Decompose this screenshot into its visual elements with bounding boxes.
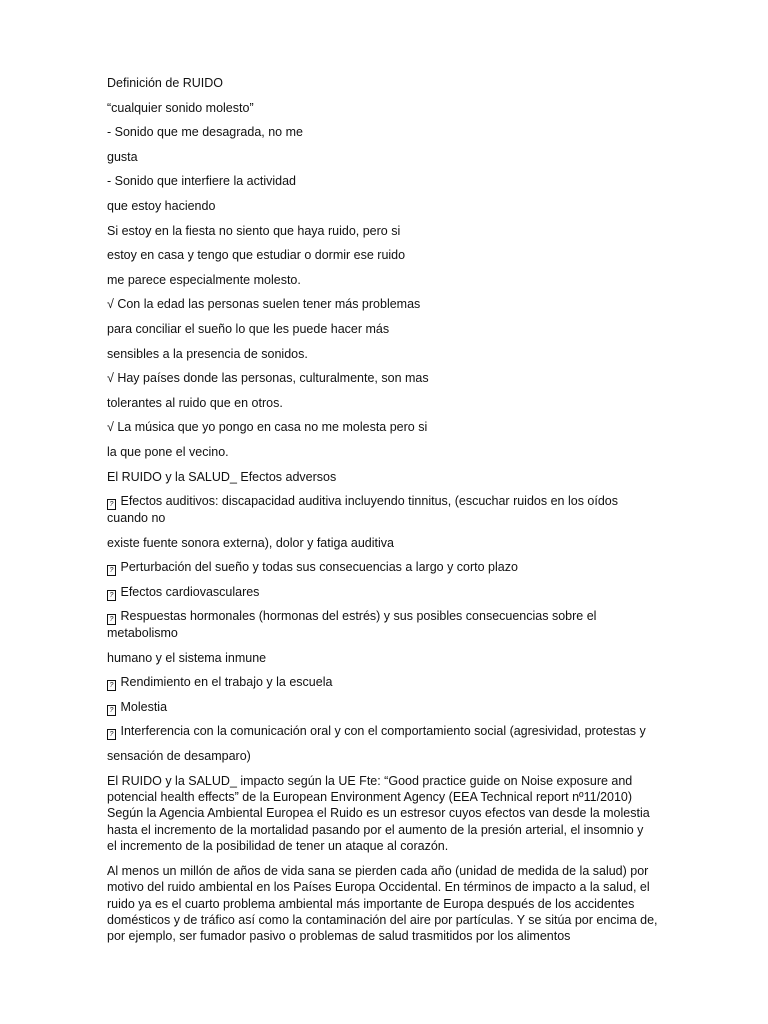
bullet-continuation: sensación de desamparo) [107, 749, 251, 764]
paragraph-line: motivo del ruido ambiental en los Países Europa Occidental. En términos de impacto a la salud, el [107, 880, 650, 895]
paragraph [107, 863, 668, 945]
missing-glyph-icon: ? [107, 705, 116, 716]
paragraph-line: el incremento de la posibilidad de tener un ataque al corazón. [107, 839, 449, 854]
bullet-text: Respuestas hormonales (hormonas del estrés) y sus posibles consecuencias sobre el [120, 609, 597, 624]
doc-line: - Sonido que interfiere la actividad [107, 174, 297, 189]
bullet-text: Rendimiento en el trabajo y la escuela [120, 675, 333, 690]
missing-glyph-icon: ? [107, 499, 116, 510]
missing-glyph-icon: ? [107, 680, 116, 691]
bullet-text: metabolismo [107, 626, 178, 641]
doc-line: tolerantes al ruido que en otros. [107, 395, 283, 410]
bullet-text: Efectos auditivos: discapacidad auditiva incluyendo tinnitus, (escuchar ruidos en los oídos [120, 494, 618, 509]
paragraph-line: El RUIDO y la SALUD_ impacto según la UE Fte: “Good practice guide on Noise exposure and [107, 773, 633, 788]
bullet-text: Molestia [120, 699, 168, 714]
missing-glyph-icon: ? [107, 614, 116, 625]
doc-line: Definición de RUIDO [107, 76, 224, 90]
bullet-item [107, 674, 668, 691]
doc-line: - Sonido que me desagrada, no me [107, 125, 303, 140]
bullet-item [107, 699, 668, 716]
doc-line: la que pone el vecino. [107, 444, 229, 459]
doc-line: gusta [107, 149, 138, 164]
missing-glyph-icon: ? [107, 565, 116, 576]
bullet-text: Interferencia con la comunicación oral y con el comportamiento social (agresividad, protestas y [120, 724, 646, 739]
doc-line: estoy en casa y tengo que estudiar o dormir ese ruido [107, 248, 406, 263]
paragraph-line: domésticos y de tráfico así como la contaminación del aire por partículas. Y se sitúa por encima de, [107, 912, 658, 927]
bullet-item [107, 559, 668, 576]
doc-line: sensibles a la presencia de sonidos. [107, 346, 308, 361]
paragraph-line: por ejemplo, ser fumador pasivo o problemas de salud trasmitidos por los alimentos [107, 929, 571, 944]
doc-line: que estoy haciendo [107, 198, 216, 213]
doc-line: √ Hay países donde las personas, culturalmente, son mas [107, 371, 429, 386]
paragraph-line: Al menos un millón de años de vida sana se pierden cada año (unidad de medida de la salud) por [107, 863, 649, 878]
doc-line: √ La música que yo pongo en casa no me molesta pero si [107, 420, 428, 435]
bullet-item [107, 608, 668, 641]
doc-line: Si estoy en la fiesta no siento que haya ruido, pero si [107, 223, 401, 238]
bullet-text: cuando no [107, 511, 166, 526]
bullet-item [107, 584, 668, 601]
bullet-item [107, 723, 668, 740]
bullet-text: Perturbación del sueño y todas sus consecuencias a largo y corto plazo [120, 560, 518, 575]
bullet-continuation: humano y el sistema inmune [107, 650, 267, 665]
doc-line: √ Con la edad las personas suelen tener más problemas [107, 297, 421, 312]
missing-glyph-icon: ? [107, 729, 116, 740]
bullet-continuation: existe fuente sonora externa), dolor y fatiga auditiva [107, 535, 394, 550]
bullet-text: Efectos cardiovasculares [120, 584, 260, 599]
section-heading: El RUIDO y la SALUD_ Efectos adversos [107, 469, 337, 484]
paragraph [107, 773, 668, 855]
missing-glyph-icon: ? [107, 590, 116, 601]
paragraph-line: potencial health effects” de la European Environment Agency (EEA Technical report nº11/2010) [107, 790, 633, 805]
paragraph-line: ruido ya es el cuarto problema ambiental más importante de Europa después de los accidentes [107, 896, 635, 911]
doc-line: “cualquier sonido molesto” [107, 100, 254, 115]
doc-line: para conciliar el sueño lo que les puede hacer más [107, 321, 390, 336]
paragraph-line: Según la Agencia Ambiental Europea el Ruido es un estresor cuyos efectos van desde la molestia [107, 806, 650, 821]
paragraph-line: hasta el incremento de la mortalidad pasando por el aumento de la presión arterial, el insomnio y [107, 822, 644, 837]
doc-line: me parece especialmente molesto. [107, 272, 301, 287]
bullet-item [107, 493, 668, 526]
